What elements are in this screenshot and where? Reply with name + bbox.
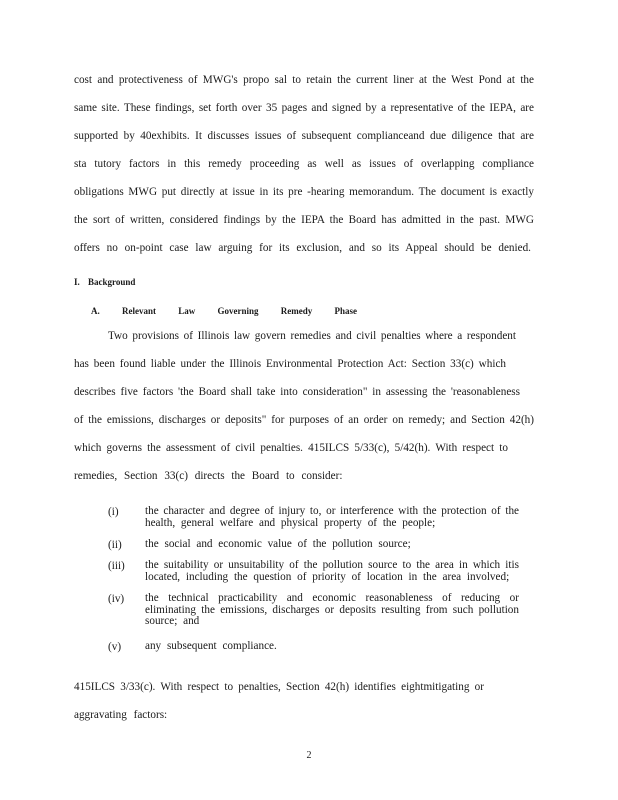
body-text-line: cost and protectiveness of MWG's propo sal to retain the current liner at the West Pond at the xyxy=(74,74,534,86)
list-item-number: (iv) xyxy=(108,593,125,605)
body-text-line: describes five factors 'the Board shall take into consideration" in assessing the 'reasonableness xyxy=(74,386,520,398)
list-item-number: (ii) xyxy=(108,539,122,551)
body-text-line: same site. These findings, set forth over 35 pages and signed by a representative of the IEPA, are xyxy=(74,102,534,114)
body-text-line: 415ILCS 3/33(c). With respect to penalties, Section 42(h) identifies eightmitigating or xyxy=(74,681,484,693)
body-text-line: obligations MWG put directly at issue in its pre -hearing memorandum. The document is exactly xyxy=(74,186,534,198)
list-item xyxy=(145,560,519,583)
list-item-line: located, including the question of priority of location in the area involved; xyxy=(145,570,510,583)
list-item xyxy=(145,593,519,628)
body-text-line: of the emissions, discharges or deposits" for purposes of an order on remedy; and Section 42(h) xyxy=(74,414,534,426)
page-number: 2 xyxy=(306,750,312,761)
body-text-line: which governs the assessment of civil penalties. 415ILCS 5/33(c), 5/42(h). With respect to xyxy=(74,442,508,454)
list-item-line: the technical practicability and economic reasonableness of reducing or xyxy=(145,592,519,604)
body-text-line: remedies, Section 33(c) directs the Board to consider: xyxy=(74,470,343,482)
body-text-line: sta tutory factors in this remedy proceeding as well as issues of overlapping compliance xyxy=(74,158,534,170)
body-text-line: Two provisions of Illinois law govern remedies and civil penalties where a respondent xyxy=(108,330,516,342)
list-item-line: health, general welfare and physical property of the people; xyxy=(145,516,436,529)
list-item xyxy=(145,506,519,529)
body-text-line: supported by 40exhibits. It discusses issues of subsequent complianceand due diligence that are xyxy=(74,130,534,142)
body-text-line: the sort of written, considered findings by the IEPA the Board has admitted in the past. MWG xyxy=(74,214,534,226)
list-item-number: (i) xyxy=(108,506,119,518)
list-item-number: (iii) xyxy=(108,560,125,572)
list-item-line: the character and degree of injury to, or interference with the protection of the xyxy=(145,505,519,517)
list-item-number: (v) xyxy=(108,641,122,653)
list-item-line: source; and xyxy=(145,615,200,627)
list-item xyxy=(145,641,519,653)
list-item xyxy=(145,539,519,551)
list-item-line: the social and economic value of the pollution source; xyxy=(145,538,411,550)
body-text-line: offers no on-point case law arguing for its exclusion, and so its Appeal should be denied. xyxy=(74,242,531,254)
section-heading: I. Background xyxy=(74,277,136,287)
list-item-line: any subsequent compliance. xyxy=(145,640,277,652)
list-item-line: eliminating the emissions, discharges or deposits resulting from such pollution xyxy=(145,603,519,616)
body-text-line: has been found liable under the Illinois Environmental Protection Act: Section 33(c) which xyxy=(74,358,506,370)
subsection-heading: A. Relevant Law Governing Remedy Phase xyxy=(91,306,357,316)
list-item-line: the suitability or unsuitability of the pollution source to the area in which itis xyxy=(145,559,519,571)
body-text-line: aggravating factors: xyxy=(74,709,168,721)
